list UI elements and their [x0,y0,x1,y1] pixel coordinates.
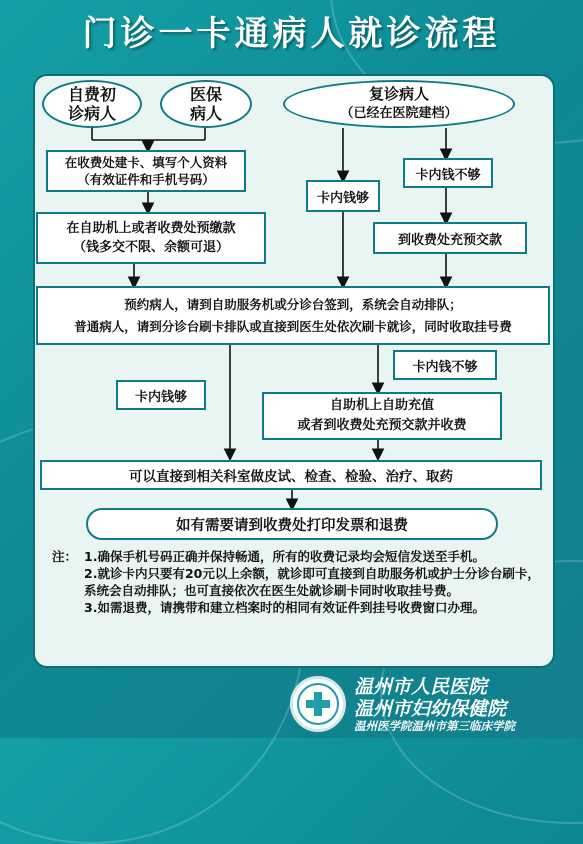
self-topup-line-1: 自助机上自助充值 [329,398,434,413]
self-topup-line-2: 或者到收费处充预交款并收费 [297,418,467,433]
note-text-1: 1.确保手机号码正确并保持畅通，所有的收费记录均会短信发送至手机。 [84,549,485,564]
note-item-3 [52,599,552,616]
enough-balance-box-1 [306,180,380,212]
department-label: 可以直接到相关科室做皮试、检查、检验、治疗、取药 [129,469,453,485]
return-visit-label-1: 复诊病人 [368,85,429,103]
department-box [40,460,542,490]
counter-topup-label: 到收费处充预交款 [397,232,502,248]
register-card-line-2: （有效证件和手机号码） [77,172,215,187]
self-topup-box [262,392,502,440]
return-visit-label-2: （已经在医院建档） [340,106,458,121]
insufficient-balance-label-1: 卡内钱不够 [415,167,481,183]
register-card-box [46,150,246,192]
hospital-name-2: 温州市妇幼保健院 [354,698,507,720]
hospital-name-1: 温州市人民医院 [354,676,488,698]
checkin-line-2: 普通病人，请到分诊台刷卡排队或直接到医生处依次刷卡就诊，同时收取挂号费 [74,318,512,334]
prepay-line-1: 在自助机上或者收费处预缴款 [66,221,236,236]
note-item-1 [52,548,552,565]
footer-hospitals [290,670,580,736]
hospital-emblem-icon [290,676,346,732]
enough-balance-label-1: 卡内钱够 [316,190,369,206]
prepay-line-2: （钱多交不限、余额可退） [72,240,229,255]
invoice-refund-oval [86,508,498,540]
insufficient-balance-label-2: 卡内钱不够 [412,359,478,375]
insured-patient-oval [160,80,252,128]
notes-section [52,548,552,616]
insured-label-2: 病人 [189,104,222,123]
invoice-refund-label: 如有需要请到收费处打印发票和退费 [176,517,408,534]
note-text-3: 3.如需退费，请携带和建立档案时的相同有效证件到挂号收费窗口办理。 [84,600,485,615]
notes-label: 注： [52,549,78,564]
first-visit-label-1: 自费初 [67,85,116,104]
counter-topup-box [373,222,527,254]
first-visit-patient-oval [42,80,142,128]
return-visit-patient-oval [283,80,515,128]
insufficient-balance-box-2 [393,350,497,380]
enough-balance-box-2 [116,380,206,410]
page-title: 门诊一卡通病人就诊流程 [82,14,501,54]
insured-label-1: 医保 [189,85,222,104]
checkin-line-1: 预约病人，请到自助服务机或分诊台签到，系统会自动排队； [124,296,462,312]
checkin-queue-box [36,286,550,345]
register-card-line-1: 在收费处建卡、填写个人资料 [64,155,228,170]
note-item-2 [52,565,552,599]
note-text-2: 2.就诊卡内只要有20元以上余额，就诊即可直接到自助服务机或护士分诊台刷卡，系统会自动排队；也可直接依次在医生处就诊刷卡同时收取挂号费。 [84,566,540,598]
insufficient-balance-box-1 [403,158,493,188]
enough-balance-label-2: 卡内钱够 [134,389,187,405]
prepay-box [36,212,266,264]
first-visit-label-2: 诊病人 [67,104,116,123]
hospital-name-3: 温州医学院温州市第三临床学院 [354,719,515,733]
